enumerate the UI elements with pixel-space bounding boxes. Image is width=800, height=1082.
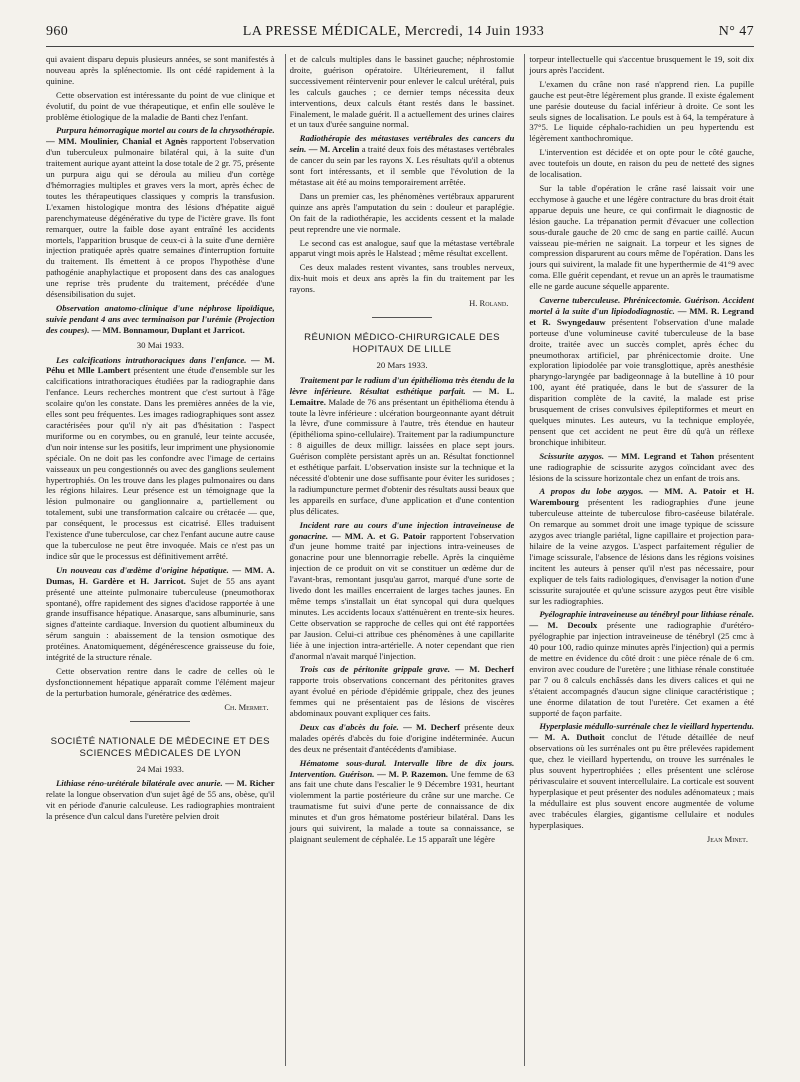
header-rule: [46, 46, 754, 47]
article-authors: — M. Decoulx: [529, 620, 598, 631]
issue-number: N° 47: [718, 24, 754, 39]
article-text: a traité deux fois des métastases vertébrales de cancer du sein par les rayons X. Les résultats qu'il a obtenus sont fort intéressants, et il semble que l'évolution de la métastase ait été au moins temporairement arrêtée.: [289, 144, 515, 187]
article: [529, 486, 754, 606]
column-2: [285, 54, 515, 1066]
session-date: 30 Mai 1933.: [136, 339, 184, 350]
article-authors: — MM. A. et G. Patoir: [332, 530, 427, 541]
article: [290, 133, 515, 188]
page-number: 960: [46, 24, 69, 39]
article-authors: — MM. Moulinier, Chanial et Agnès: [46, 136, 188, 147]
article-text: rapporte trois observations concernant des péritonites graves ayant évolué en période d'épidémie grippale, chez des jeunes femmes qui ne présentaient pas de lésions de viscères abdominaux pouvant expliquer ces faits.: [289, 675, 515, 719]
paragraph: Sur la table d'opération le crâne rasé laissait voir une ecchymose à gauche et une légère contracture du bras droit était apparue depuis une heure, ce qui confirmait le diagnostic de lésion gauche. La trépanation permit d'évacuer une collection sous-durale gauche de 20 cmc de sang en partie caillé. Aucun vaisseau pie-mérien ne saignait. La torpeur et les signes de compression disparurent au cours même de l'opération. Dans les jours qui suivirent, la malade fit une hyperthermie de 41°9 avec coma. Elle guérit cependant, et revue un an après le traumatisme elle ne garde aucune séquelle apparente.: [529, 182, 754, 292]
article-title: A propos du lobe azygos.: [539, 486, 644, 497]
article-text: rapportent l'observation d'un tuberculeux pulmonaire bilatéral qui, à la suite d'un traitement aurique ayant atteint la dose totale de 2 gr. 75, présente un purpura aigu qui se déroula au milieu d'un cortège d'hémorragies multiples et graves vers la mort, après échec de toutes les thérapeutiques classiques y compris la transfusion. L'examen histologique montra des lésions d'hépatite aiguë parenchymateuse dégénérative du type de l'ictère grave. Ils font remarquer, outre la faible dose ayant entraîné les accidents mortels, l'apparition brusque de ceux-ci à la suite d'une dernière injection pratiquée après quatre semaines d'interruption fortuite du traitement. Ils émettent à ce propos l'hypothèse d'une pathogénie anaphylactique et proposent dans des cas analogues une reprise très prudente du traitement, précédée d'une désensibilisation du sujet.: [46, 136, 275, 300]
signature: Jean Minet.: [706, 833, 748, 844]
article-text: conclut de l'étude détaillée de neuf observations où les surrénales ont pu être prélevées rapidement que, chez le vieillard hypertendu, on trouve les surrénales le plus souvent hypertrophiées ; elles présentent une sclérose périvasculaire et souvent intercellulaire. La corticale est souvent hyperplasique et peut présenter des nodules adénomateux ; mais la médullaire est plus souvent encore augmentée de volume avec trabécules élargies, gigantisme cellulaire et nodules hyperplasiques.: [529, 732, 754, 830]
article-text: relate la longue observation d'un sujet âgé de 55 ans, obèse, qu'il vit en période d'anurie calculeuse. Les radiographies montraient la présence d'un calcul dans l'uretère pelvien droit: [46, 789, 275, 822]
article-authors: — M. P. Razemon.: [377, 768, 448, 779]
session-date: 24 Mai 1933.: [136, 763, 184, 774]
article-authors: — M. Richer: [225, 778, 275, 789]
article-title: Purpura hémorragique mortel au cours de la chrysothérapie.: [56, 125, 275, 136]
article-authors: — M. L. Lemaitre.: [289, 385, 515, 407]
article-authors: — M. A. Duthoit: [529, 732, 605, 743]
article-title: Les calcifications intrathoraciques dans l'enfance.: [56, 354, 247, 365]
article: [529, 721, 754, 830]
article-title: Lithiase réno-urétérale bilatérale avec anurie.: [56, 778, 223, 789]
article-authors: — MM. Bonnamour, Duplant et Jarricot.: [91, 324, 245, 335]
society-heading: SOCIÉTÉ NATIONALE DE MÉDECINE ET DES SCIENCES MÉDICALES DE LYON: [50, 735, 270, 759]
article: [290, 758, 515, 845]
paragraph: Ces deux malades restent vivantes, sans troubles nerveux, dix-huit mois et deux ans après la fin du traitement par les rayons.: [289, 262, 515, 295]
article-text: présente deux malades opérés d'abcès du foie d'origine indéterminée. Aucun des deux ne présentait d'antécédents d'amibiase.: [289, 721, 515, 754]
article-title: Hyperplasie médullo-surrénale chez le vieillard hypertendu.: [539, 721, 754, 732]
article-authors: — MM. A. Patoir et H. Warembourg: [529, 486, 754, 508]
article-text: présentent une radiographie de scissurite azygos coïncidant avec des lésions de la scissure horizontale chez un enfant de trois ans.: [529, 450, 754, 483]
article: [529, 295, 754, 448]
article-title: Caverne tuberculeuse. Phrénicectomie. Guérison. Accident mortel à la suite d'un lipiododiagnostic.: [529, 295, 754, 316]
article-authors: — M. Decherf: [455, 664, 515, 675]
paragraph: et de calculs multiples dans le bassinet gauche; néphrostomie droite, guérison opératoire. Ultérieurement, il fallut successivement réintervenir pour enlever le calcul urétéral, puis les calculs gauches ; ce dernier temps nécessita deux interventions, deux calculs étant restés dans le bassinet. Finalement, le malade guérit. Il a actuellement des urines claires et un taux d'urée sanguine normal.: [289, 54, 515, 130]
article-title: Pyélographie intraveineuse au ténébryl pour lithiase rénale.: [539, 609, 754, 620]
session-date: 20 Mars 1933.: [376, 359, 428, 370]
paragraph: L'examen du crâne non rasé n'apprend rien. La pupille gauche est peut-être légèrement plus grande. Il existe également une parésie douteuse du facial inférieur à droite. Ce sont les seuls signes de localisation. Le pouls est à 64, la température à 37°5. Le liquide céphalo-rachidien un peu hypertendu est légèrement xanthochromique.: [529, 78, 754, 144]
article: [529, 609, 754, 718]
article: [290, 520, 515, 662]
signature: H. Roland.: [469, 298, 509, 309]
article-text: présentent une étude d'ensemble sur les calcifications intrathoraciques étudiées par la radiographie dans l'enfance. Leurs recherches montrent que c'est surtout à l'âge scolaire qu'on les constate. Dans les premières années de la vie, elles sont peu fréquentes. Les images radiographiques sont assez caractérisées pour qu'il n'y ait pas d'hésitation : l'aspect muriforme ou en corymbes, ou en granulé, leur teinte accusée, d'un noir intense sur les positifs, leur impriment une physionomie spéciale. On ne doit pas les confondre avec l'image de certains vaisseaux un peu congestionnés ou avec des ganglions seulement hypertrophiés. On les trouve dans les plages pulmonaires ou dans les régions hilaires. Leur présence est un témoignage que la lésion pulmonaire ou ganglionnaire a, partiellement ou totalement, subi une transformation calcaire ou crétacée — que, par conséquent, le processus est cicatrisé. Elles traduisent l'existence d'une tuberculose, car chez l'enfant aucune autre cause que la tuberculose ne peut être invoquée. Mais ce n'est pas un indice sûr que le processus est définitivement arrêté.: [46, 365, 275, 561]
article-text: Malade de 76 ans présentant un épithélioma étendu à toute la lèvre inférieure : ulcération bourgeonnante ayant détruit la lèvre, d'une commissure à l'autre, très étendue en hauteur (épithélioma spino-cellulaire). Traitement par la radiumpuncture : 8 aiguilles de deux milligr. laissées en place sept jours. Guérison complète persistant après un an. Résultat fonctionnel et esthétique parfait. L'observation insiste sur la technique et la nécessité d'obtenir une dose suffisante pour éviter les suridoses ; la radiumpuncture permet d'obtenir des résultats aussi beaux que les appareils en surface, d'une application et d'une contention plus délicates.: [289, 396, 515, 516]
page-header: [46, 24, 754, 44]
society-heading: RÉUNION MÉDICO-CHIRURGICALE DES HOPITAUX DE LILLE: [304, 331, 500, 355]
article-authors: — M. Decherf: [403, 721, 461, 732]
column-3: [524, 54, 754, 1066]
article: [46, 778, 275, 822]
article-authors: — M. Arcelin: [308, 144, 360, 155]
article-title: Trois cas de péritonite grippale grave.: [299, 664, 450, 675]
paragraph: L'intervention est décidée et on opte pour le côté gauche, avec toutefois un doute, en raison du peu de netteté des signes de localisation.: [529, 147, 754, 180]
article-title: Radiothérapie des métastases vertébrales des cancers du sein.: [289, 133, 515, 155]
column-1: [46, 54, 275, 1066]
article: [290, 722, 515, 755]
paragraph: Cette observation est intéressante du point de vue clinique et évolutif, du point de vue thérapeutique, et enfin elle soulève le problème étiologique de la maladie de Banti chez l'enfant.: [46, 89, 275, 122]
article-text: Sujet de 55 ans ayant présenté une atteinte pulmonaire tuberculeuse (pneumothorax spontané), offre rapidement des signes d'acidose rapportée à une grande insuffisance hépatique. Anasarque, sans albuminurie, sans signes d'atteinte cardiaque. Inversion du quotient albumineux du sérum sanguin : abaissement de la tension osmotique des protéines. Anatomiquement, dégénérescence graisseuse du foie, intégrité de la structure rénale.: [46, 575, 275, 663]
article-title: Hématome sous-dural. Intervalle libre de dix jours. Intervention. Guérison.: [289, 757, 515, 779]
article: [529, 451, 754, 484]
article: [46, 355, 275, 562]
article-text: présentent les radiographies d'une jeune tuberculeuse atteinte de tuberculose fibro-caséeuse bilatérale. On remarque au sommet droit une image typique de scissure azygos avec triangle pariétal, ligne capillaire et projection para-hilaire de la veine azygos. L'aspect parfaitement régulier de l'image scissurale, l'absence de lésions dans les régions voisines incitent les auteurs à penser qu'il n'est pas nécessaire, pour expliquer de tels faits radiologiques, d'envisager la notion d'une scissurite surajoutée et qu'une scissure azygos peut être visible sur les radiographies.: [529, 497, 754, 606]
article-authors: — MM. A. Dumas, H. Gardère et H. Jarricot.: [46, 564, 275, 586]
article-authors: — MM. R. Legrand et R. Swyngedauw: [529, 305, 754, 327]
paragraph: Cette observation rentre dans le cadre de celles où le dysfonctionnement hépatique apparaît comme l'élément majeur de la perturbation humorale, génératrice des œdèmes.: [46, 665, 275, 698]
article-authors: — M. Péhu et Mlle Lambert: [46, 354, 275, 376]
article: [46, 565, 275, 663]
article-title: Un nouveau cas d'œdème d'origine hépatique.: [56, 564, 229, 575]
article-title: Scissurite azygos.: [539, 450, 605, 461]
article: [46, 125, 275, 300]
section-divider: [372, 317, 432, 318]
paragraph: Dans un premier cas, les phénomènes vertébraux apparurent quinze ans après l'amputation du sein : douleur et paraplégie. On fait de la radiothérapie, les accidents cessent et la malade peut reprendre une vie normale.: [289, 190, 515, 234]
text-columns: [46, 54, 754, 1066]
journal-title: LA PRESSE MÉDICALE, Mercredi, 14 Juin 1933: [242, 24, 545, 39]
article-title: Incident rare au cours d'une injection intraveineuse de gonacrine.: [289, 519, 515, 541]
article-title: Observation anatomo-clinique d'une néphrose lipoïdique, suivie pendant 4 ans avec terminaison par l'urémie (Projection des coupes).: [46, 302, 275, 335]
article-text: rapportent l'observation d'un jeune homme traité par injections intra-veineuses de gonacrine pour une blennorragie rebelle. Après la cinquième injection de ce produit on vit se constituer un œdème dur de l'avant-bras, remontant jusqu'au garrot, marqué d'une sorte de livedo dont les mailles encerraient de larges taches jaunes. En même temps s'installait un état syncopal qui dura quelques minutes. Les accidents locaux s'atténuèrent en trente-six heures. Cette observation se rapproche de celles qui ont été rapportées par Jausion. Celui-ci attribue ces phénomènes à une capillarite liée à une injection intra-artérielle. A noter cependant que rien d'anormal n'avait marqué l'injection.: [289, 530, 515, 661]
article: [290, 664, 515, 719]
paragraph: torpeur intellectuelle qui s'accentue brusquement le 19, soit dix jours après l'accident.: [529, 54, 754, 75]
article-title: Traitement par le radium d'un épithélioma très étendu de la lèvre inférieure. Résultat esthétique parfait.: [289, 374, 515, 396]
signature: Ch. Mermet.: [224, 701, 269, 712]
article-text: présente une radiographie d'urétéro-pyélographie par injection intraveineuse de ténébryl (25 cmc à 40 pour 100, radio quinze minutes après l'injection) qui a permis de mettre en évidence du côté droit : une pièce rénale de 6 cm. environ avec coudure de l'uretère ; une lithiase rénale constituée par 7 ou 8 calculs enchâssés dans les divers calices et qui ne s'étaient accompagnés d'aucun signe clinique caractéristique ; une énorme dilatation de tout l'uretère. Cet examen a été supporté de façon parfaite.: [529, 620, 754, 718]
article: [46, 303, 275, 336]
article-text: présentent l'observation d'une malade porteuse d'une volumineuse cavité tuberculeuse de la base droite, traitée avec un succès complet, après échec du pneumothorax artificiel, par phrénicectomie droite. Une exploration lipiodolée par voie transglottique, après anesthésie pharyngo-laryngée par badigeonnage à la butelline à 10 pour 100, ayant été pratiquée, dans le but de s'assurer de la disparition complète de la cavité, la malade est prise brusquement de crises convulsives épileptiformes et meurt en quelques minutes. Les auteurs, vu la technique employée, pensent que cet accident ne peut être dû qu'à un réflexe bronchique inhibiteur.: [529, 316, 754, 447]
article-title: Deux cas d'abcès du foie.: [299, 721, 399, 732]
paragraph: Le second cas est analogue, sauf que la métastase vertébrale apparut vingt mois après le Halstead ; même résultat excellent.: [289, 237, 515, 259]
article-text: Une femme de 63 ans fait une chute dans l'escalier le 9 Décembre 1931, heurtant violemment la partie postérieure du crâne sur une marche. Ce traumatisme fut suivi d'une perte de connaissance de dix minutes et d'un gros hématome postérieur bilatéral. Dans les jours qui suivirent, la malade a toute sa connaissance, se plaignant seulement de céphalée. Le 15 apparaît une légère: [289, 768, 515, 844]
article: [290, 375, 515, 517]
section-divider: [130, 721, 190, 722]
article-authors: — MM. Legrand et Tahon: [608, 450, 715, 461]
paragraph: qui avaient disparu depuis plusieurs années, se sont manifestés à nouveau après la splénectomie. Ils ont cédé rapidement à la quinine.: [46, 54, 275, 86]
